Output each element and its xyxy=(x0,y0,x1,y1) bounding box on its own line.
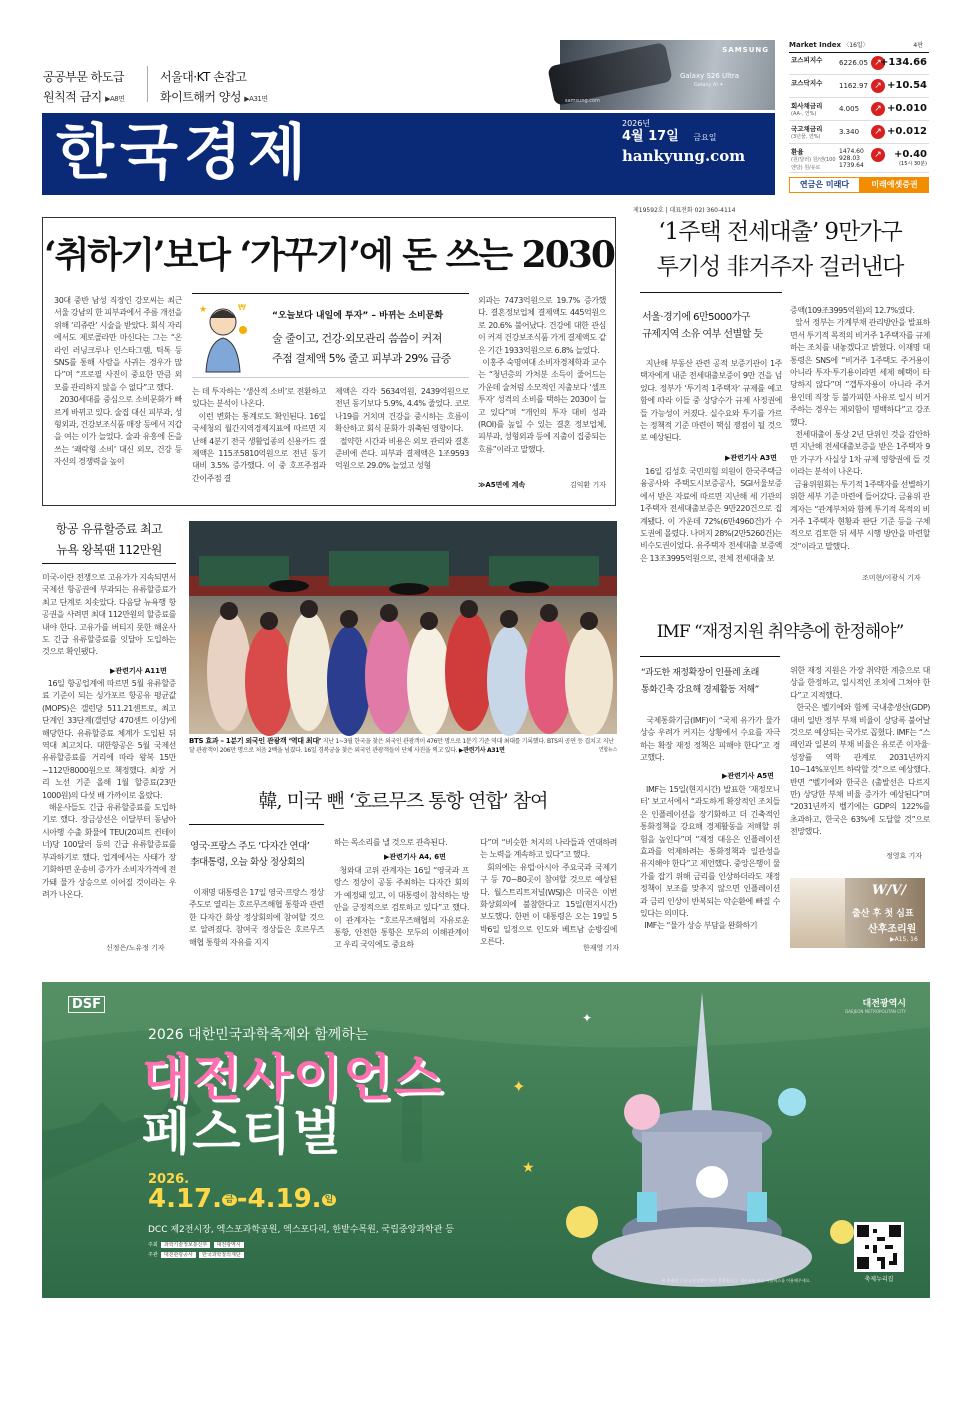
host-label: 주최 xyxy=(148,1242,158,1248)
host-org-2: 대전광역시 xyxy=(214,1242,244,1248)
lead-subhead-box xyxy=(192,293,469,378)
host-row xyxy=(148,1240,244,1250)
hormuz-sub-2: 李대통령, 오늘 화상 정상회의 xyxy=(190,857,305,868)
market-value: 1162.97 xyxy=(839,82,868,90)
right-col-1b: 16일 김성호 국민의힘 의원이 한국주택금융공사와 주택도시보증공사, SGI서울보증에서 받은 자료에 따르면 지난해 세 기관의 1주택자 전세대출보증은 9만220건으로 집계됐다. 이 가운데 72%(6만4960건)가 수도권에 몰렸다. 나머지 28%(2만5260건)는 비수도권이었다. 유주택자 전세대출 보증액은 13조3995억원으로, 전체 전세대출 보 xyxy=(640,467,785,563)
phone-image xyxy=(547,42,673,106)
organizer-row xyxy=(148,1250,244,1260)
banner-day-start: 금 xyxy=(222,1194,237,1206)
market-name: 코스피지수 xyxy=(791,56,823,64)
imf-col-1: 국제통화기금(IMF)이 “국제 유가가 물가 상승 우려가 커지는 상황에서 수요를 자극하는 확장 재정 정책은 피해야 한다”고 경고했다. xyxy=(640,716,783,763)
oil-rule xyxy=(42,563,176,564)
market-sub: (AA-, 연%) xyxy=(791,111,817,117)
market-change: +134.66 xyxy=(880,57,927,68)
lead-sub-1: 술 줄이고, 건강·외모관리 씀씀이 커져 xyxy=(272,332,442,345)
hormuz-headline[interactable]: 韓, 미국 뺀 ‘호르무즈 통항 연합’ 참여 xyxy=(258,790,548,812)
oil-body-2: 16일 항공업계에 따르면 5월 유류할증료 기준이 되는 싱가포르 항공유 평균값(MOPS)은 갤런당 511.21센트로, 최고 단계인 33단계(갤런당 470센트 이상)에 해당한다. 유류할증료 체계가 도입된 뒤 역대 최고치다. 대한항공은 5월 국제선 유류할증료를 거리에 따라 왕복 15만~112만8000원으로 책정했다. 최장 거리 노선 기준 올해 1월 할증료(23만1000원)의 다섯 배 가까이로 올랐다. 해운사들도 긴급 유류할증료를 도입하기로 했다. 장금상선은 이달부터 동남아시아행 수출 화물에 TEU(20피트 컨테이너)당 100달러 등의 긴급 유류할증료를 부과하기로 했다. 업계에서는 사태가 장기화하면 운송비 증가가 소비자가격에 전가돼 물가 상승으로 이어질 것이라는 우려가 나온다. xyxy=(42,679,176,899)
teaser-divider xyxy=(147,66,148,102)
imf-sub-2: 통화긴축 강요해 경제활동 저해” xyxy=(641,685,759,695)
crowd xyxy=(207,580,613,736)
banner-date-dash: - xyxy=(236,1184,248,1214)
market-value: 3.340 xyxy=(839,128,860,136)
market-title-row xyxy=(789,40,929,53)
svg-text:★: ★ xyxy=(199,305,208,315)
teaser-1-line-2 xyxy=(43,87,153,109)
banner-tagline: 2026 대한민국과학축제와 함께하는 xyxy=(148,1027,369,1043)
masthead-date: 4월 17일 xyxy=(622,129,679,144)
market-change-text: +0.40 xyxy=(893,149,927,160)
imf-byline: 정영효 기자 xyxy=(886,852,923,860)
dsf-logo: DSF xyxy=(68,996,105,1013)
science-festival-banner[interactable] xyxy=(42,982,930,1298)
right-byline: 조미현/이광식 기자 xyxy=(862,574,921,582)
oil-headline-2[interactable]: 뉴욕 왕복땐 112만원 xyxy=(56,543,162,557)
masthead-logo[interactable]: 한국경제 xyxy=(56,118,312,188)
oil-body: 미국-이란 전쟁으로 고유가가 지속되면서 국제선 항공권에 부과되는 유류할증료가 최고 단계로 치솟았다. 다음달 뉴욕행 항공권을 사려면 최대 112만원의 할증료를 내야 한다. 고유가를 버티지 못한 해운사도 긴급 유류할증료를 잇달아 도입하는 것으로 확인됐다. xyxy=(42,573,179,657)
oil-ref[interactable]: ▶관련기사 A11면 xyxy=(110,667,167,675)
lead-sub-2: 주점 결제액 5% 줄고 피부과 29% 급증 xyxy=(272,352,451,365)
banner-dates xyxy=(148,1182,336,1217)
mirae-ad-brand: 미래에셋증권 xyxy=(860,177,929,193)
mother-baby-image xyxy=(790,878,845,948)
banner-date-end: 4.19. xyxy=(247,1184,322,1214)
banner-title-1: 대전사이언스 xyxy=(142,1049,444,1107)
imf-headline[interactable]: IMF “재정지원 취약층에 한정해야” xyxy=(656,622,904,642)
banner-date-start: 4.17. xyxy=(148,1184,223,1214)
market-row-fx xyxy=(789,145,929,173)
daejeon-city xyxy=(845,996,906,1014)
right-headline-1[interactable]: ‘1주택 전세대출’ 9만가구 xyxy=(658,219,902,245)
market-name-text: 회사채금리 xyxy=(791,102,823,110)
hormuz-col-1: 이재명 대통령은 17일 영국·프랑스 정상 주도로 열리는 호르무즈해협 통항과 관련한 다자간 화상 정상회의에 참여할 것으로 알려졌다. 참여국 정상들은 호르무즈해협 통항의 자유를 지지 xyxy=(189,888,327,947)
teaser-1[interactable] xyxy=(43,67,153,109)
teaser-2-line-2-text: 화이트해커 양성 xyxy=(160,90,241,104)
market-date: 〈16일〉 xyxy=(843,42,869,49)
lead-ref[interactable]: ≫A5면에 계속 xyxy=(478,481,526,489)
bts-photo[interactable] xyxy=(189,521,617,734)
market-name xyxy=(791,102,831,118)
market-row-kosdaq xyxy=(789,76,929,98)
promo-logo: W/V/ xyxy=(872,883,907,898)
market-value: 4.005 xyxy=(839,105,860,113)
hormuz-rule xyxy=(189,824,324,825)
arrow-up-icon: ↗ xyxy=(871,79,885,93)
market-change: +0.012 xyxy=(886,126,927,137)
lead-col-4: 외과는 7473억원으로 19.7% 증가했다. 결혼정보업체 결제액도 445억원으로 20.6% 불어났다. 건강에 대한 관심이 커져 건강보조식품 가게 결제액도 같은 기간 1933억원으로 6.8% 늘었다. 이홍주 숙명여대 소비자경제학과 교수는 “청년층의 가처분 소득이 줄어드는 가운데 술처럼 소모적인 지출보다 ‘셀프 투자’ 성격의 소비를 택하는 2030이 늘고 있다”며 “개인의 투자 대비 성과(ROI)를 높일 수 있는 결혼 정보업체, 피부과, 성형외과 등에 지출이 집중되는 흐름”이라고 말했다. xyxy=(478,296,606,454)
masthead xyxy=(42,113,775,195)
market-sub: (3년물, 연%) xyxy=(791,134,821,140)
masthead-date-line xyxy=(622,129,772,146)
market-change: +10.54 xyxy=(886,80,927,91)
teaser-1-ref: ▶A8면 xyxy=(105,95,125,103)
samsung-ad[interactable] xyxy=(560,40,775,110)
lead-ref-row xyxy=(478,480,606,490)
market-change-time: (15시 30분) xyxy=(899,161,927,167)
banner-day-end: 일 xyxy=(322,1194,337,1206)
market-sub: (원/달러) 원/엔(100엔당) 원/유로 xyxy=(791,157,836,171)
masthead-site[interactable]: hankyung.com xyxy=(622,147,746,165)
daejeon-city-name: 대전광역시 xyxy=(862,999,906,1009)
hormuz-col-2b: 청와대 고위 관계자는 16일 “영국과 프랑스 정상이 공동 주최하는 다자간 회의가 예정돼 있고, 이 대통령이 참석하는 방안을 긍정적으로 검토하고 있다”고 했다. 이 관계자는 “호르무즈해협의 자유로운 통항, 안전한 통항은 모두의 이해관계이고 우리 국익에도 중요하 xyxy=(334,866,472,950)
market-row-corp-bond xyxy=(789,99,929,121)
right-col-1: 지난해 부동산 관련 공적 보증기관이 1주택자에게 내준 전세대출보증이 9만 건을 넘었다. 정부가 ‘투기적 1주택자’ 규제를 예고함에 따라 이들 중 상당수가 규제 사정권에 들 가능성이 커졌다. 실수요와 투기를 가르는 정책적 기준 마련이 핵심 쟁점이 될 것으로 예상된다. xyxy=(640,359,785,443)
issue-number: 제19592호 xyxy=(633,207,664,214)
host-org: 과학기술정보통신부 xyxy=(161,1242,210,1248)
man-illustration-icon xyxy=(196,300,251,372)
hormuz-ref[interactable]: ▶관련기사 A4, 6면 xyxy=(384,853,446,861)
promo-line-2: 산후조리원 xyxy=(868,924,917,935)
photo-caption-body: 지난 1~3월 한국을 찾은 외국인 관광객이 476만 명으로 1분기 기준 역대 최대를 기록했다. BTS의 공연 등 겹치고 지난달 관광객이 206만 명으로 처음 2백을 넘겼다. 16일 경복궁을 찾은 외국인 관광객들이 단체 사진을 찍고 있다. xyxy=(189,738,614,754)
postpartum-promo[interactable] xyxy=(790,878,925,948)
imf-col-1b: IMF는 15일(현지시간) 발표한 ‘재정모니터’ 보고서에서 “과도하게 확장적인 조치들은 인플레이션을 장기화하고 더 긴축적인 통화정책을 강요해 경제활동을 저해할 위험을 높인다”며 “재정 대응은 인플레이션 효과를 억제하려는 통화정책과 일관성을 유지해야 한다”고 제언했다. 중앙은행이 물가를 잡기 위해 금리를 인상하더라도 재정 정책이 보조를 맞추지 않으면 인플레이션과 금리 인상이 반복되는 악순환에 빠질 수 있다는 의미다. IMF는 “물가 상승 부담을 완화하기 xyxy=(640,785,780,931)
masthead-date-box xyxy=(622,119,772,189)
market-title: Market Index xyxy=(789,41,842,49)
market-page: 4판 xyxy=(913,42,923,49)
mirae-ad-slogan: 연금은 미래다 xyxy=(789,177,860,193)
right-sub-1: 서울·경기에 6만5000가구 xyxy=(642,312,750,323)
market-name xyxy=(791,125,831,141)
phone-number: 대표전화 02) 360-4114 xyxy=(669,207,736,214)
organizer-org-2: 한국과학창의재단 xyxy=(199,1252,244,1258)
banner-year: 2026. xyxy=(148,1172,190,1187)
teaser-2-line-1: 서울대·KT 손잡고 xyxy=(160,70,247,84)
imf-rule xyxy=(640,656,780,657)
arrow-up-icon: ↗ xyxy=(871,148,885,162)
promo-line-1: 출산 후 첫 심표 xyxy=(852,909,914,919)
arrow-up-icon: ↗ xyxy=(871,56,885,70)
daejeon-city-en: DAEJEON METROPOLITAN CITY xyxy=(845,1009,906,1014)
market-name xyxy=(791,148,837,172)
lead-sub-title: “오늘보다 내일에 투자” – 바뀌는 소비문화 xyxy=(272,311,444,321)
market-value: 6226.05 xyxy=(839,59,868,67)
right-rule xyxy=(640,292,782,293)
market-change xyxy=(894,149,927,167)
masthead-weekday: 금요일 xyxy=(693,133,717,142)
hormuz-col-2: 하는 목소리를 낼 것으로 관측된다. xyxy=(334,838,448,847)
right-col-2: 증액(109조3995억원)의 12.7%였다. 앞서 정부는 가계부채 관리방안을 발표하면서 투기적 목적의 비거주 1주택자를 규제하는 조치를 내놓겠다고 밝혔다. 이재명 대통령은 SNS에 “비거주 1주택도 주거용이 아니라 투자·투기용이라면 세제 혜택이 타당하지 않다”며 “갭투자용이 아니라 주거용인데 직장 등 불가피한 사유로 일시 비거주하는 경우는 제외함이 명백하다”고 강조했다. 전세대출이 통상 2년 단위인 것을 감안하면 지난해 전세대출보증을 받은 1주택자 9만 가구가 사실상 1차 규제 영향권에 들 것이라는 분석이 나온다. 금융위원회는 투기적 1주택자를 선별하기 위한 세부 기준 마련에 들어갔다. 금융위 관계자는 “관계부처와 함께 투기적 목적의 비거주 1주택자 현황과 판단 기준 등을 구체적으로 검토한 뒤 세부 시행 방안을 마련할 것”이라고 말했다. xyxy=(790,306,930,551)
market-value: 1474.60 928.03 1739.64 xyxy=(839,148,864,169)
lead-headline[interactable]: ‘취하기’보다 ‘가꾸기’에 돈 쓰는 2030 xyxy=(44,234,614,276)
imf-ref[interactable]: ▶관련기사 A5면 xyxy=(722,772,774,780)
lead-col-1: 30대 중반 남성 직장인 강모씨는 최근 서울 강남의 한 피부과에서 주름 개선을 위해 ‘리쥬란’ 시술을 받았다. 회식 자리에서도 제로콜라만 마신다는 그는 “온라인 러닝크루나 인스타그램, 틱톡 등 SNS를 통해 사람을 사귀는 경우가 많다”며 “프로필 사진이 중요한 만큼 외모를 관리하지 않을 수 없다”고 했다. 2030세대를 중심으로 소비문화가 빠르게 바뀌고 있다. 술집 대신 피부과, 성형외과, 건강보조식품 매장 등에서 지갑을 여는 이가 늘었다. 술과 유흥에 돈을 쓰는 ‘쾌락형 소비’ 대신 외모, 건강 등 자신의 경쟁력을 높이 xyxy=(54,296,182,467)
lead-col-2: 는 데 투자하는 ‘생산적 소비’로 전환하고 있다는 분석이 나온다. 이런 변화는 통계로도 확인된다. 16일 국세청의 월간지역경제지표에 따르면 지난해 4분기 전국 생활업종의 신용카드 결제액은 115조5810억원으로 전년 동기 대비 3.5% 증가했다. 이 중 호프주점과 간이주점 결 xyxy=(192,387,326,483)
qr-code-icon xyxy=(857,1225,901,1269)
oil-headline-1[interactable]: 항공 유류할증료 최고 xyxy=(55,522,163,536)
qr-label: 축제누리집 xyxy=(864,1276,894,1283)
right-headline-2[interactable]: 투기성 非거주자 걸러낸다 xyxy=(656,254,904,280)
imf-sub-1: “과도한 재정확장이 인플레 초래 xyxy=(641,668,759,678)
ad-model: Galaxy S26 Ultra xyxy=(680,72,740,80)
promo-ref: ▶A15, 16 xyxy=(890,936,918,943)
photo-caption-title: BTS 효과 – 1분기 외국인 관광객 ‘역대 최대’ xyxy=(189,737,322,745)
market-name: 코스닥지수 xyxy=(791,79,823,87)
organizer-label: 주관 xyxy=(148,1252,158,1258)
banner-sponsors xyxy=(148,1240,244,1260)
teaser-2-line-2 xyxy=(160,87,290,109)
teaser-2-ref: ▶A31면 xyxy=(244,95,268,103)
samsung-logo: SAMSUNG xyxy=(722,46,769,54)
imf-col-2: 위한 재정 지원은 가장 취약한 계층으로 대상을 한정하고, 일시적인 조치에 그쳐야 한다”고 지적했다. 한국은 벨기에와 함께 국내총생산(GDP) 대비 일반 정부 부채 비율이 상당폭 불어날 것으로 예상되는 국가로 꼽혔다. IMF는 “스페인과 일본의 부채 비율은 유로존 이자율·성장률 역학 관계로 2031년까지 10~14%포인트 하락할 것”으로 예상했다. 반면 “벨기에와 한국은 (출발선은 다르지만) 상당한 부채 비율 증가가 예상된다”며 “2031년까지 벨기에는 GDP의 122%를 초과하고, 한국은 63%에 도달할 것”으로 전망했다. xyxy=(790,666,930,837)
organizer-org: 대전관광공사 xyxy=(161,1252,196,1258)
teaser-2[interactable] xyxy=(160,67,290,109)
lead-byline: 김익환 기자 xyxy=(569,481,606,489)
arrow-up-icon: ↗ xyxy=(871,125,885,139)
banner-note: ※ 축제장 근처 교통상황이 매우 혼잡합니다. 대중교통 또는 셔틀버스를 이용해주세요. xyxy=(662,1278,811,1283)
illustration-man xyxy=(196,300,251,372)
ad-ai: Galaxy AI ✦ xyxy=(694,82,724,88)
photo-caption xyxy=(189,737,617,755)
market-change: +0.010 xyxy=(886,103,927,114)
svg-text:₩: ₩ xyxy=(238,303,246,312)
svg-text:★: ★ xyxy=(522,1160,535,1176)
svg-text:✦: ✦ xyxy=(582,1011,593,1025)
ad-url: samsung.com xyxy=(565,98,600,104)
arrow-up-icon: ↗ xyxy=(871,102,885,116)
mirae-ad[interactable] xyxy=(789,177,929,193)
oil-byline: 신정은/노유정 기자 xyxy=(106,944,165,952)
qr-code[interactable] xyxy=(854,1222,904,1272)
banner-title-2: 페스티벌 xyxy=(142,1103,344,1161)
photo-credit: 연합뉴스 xyxy=(598,747,617,753)
lead-col-3: 제액은 각각 5634억원, 2439억원으로 전년 동기보다 5.9%, 4.4% 줄었다. 코로나19를 거치며 건강을 중시하는 흐름이 확산하고 회식 문화가 위축된 영향이다. 절약한 시간과 비용은 외모 관리와 결혼 준비에 쓴다. 피부과 결제액은 1조9593억원으로 29.0% 늘었고 성형 xyxy=(335,387,469,471)
photo-caption-ref[interactable]: ▶관련기사 A31면 xyxy=(458,747,505,754)
tourists-photo-icon xyxy=(189,521,617,734)
right-sub-2: 규제지역 소유 여부 선별할 듯 xyxy=(642,329,763,340)
masthead-issue: 제19592호 | 대표전화 02) 360-4114 xyxy=(633,207,736,214)
masthead-year: 2026년 xyxy=(622,119,651,128)
market-row-kospi xyxy=(789,53,929,75)
banner-venue: DCC 제2전시장, 엑스포과학공원, 엑스포다리, 한밭수목원, 국립중앙과학관 등 xyxy=(148,1225,454,1235)
hormuz-byline: 한재영 기자 xyxy=(583,944,620,952)
market-name-text: 국고채금리 xyxy=(791,125,823,133)
hormuz-sub-1: 영국·프랑스 주도 ‘다자간 연대’ xyxy=(190,841,310,852)
market-row-treasury xyxy=(789,122,929,144)
right-ref-1[interactable]: ▶관련기사 A3면 xyxy=(725,454,777,462)
teaser-1-line-2-text: 원칙적 금지 xyxy=(43,90,102,104)
market-index xyxy=(789,40,929,195)
market-name-text: 환율 xyxy=(791,148,804,156)
teaser-1-line-1: 공공부문 하도급 xyxy=(43,70,124,84)
svg-text:✦: ✦ xyxy=(512,1077,526,1096)
hormuz-col-3: 다”며 “비슷한 처지의 나라들과 연대하려는 노력을 계속하고 있다”고 했다. 회의에는 유럽·아시아 주요국과 국제기구 등 70~80곳이 참여할 것으로 예상된다. 월스트리트저널(WSJ)은 미국은 이번 화상회의에 불참한다고 15일(현지시간) 보도했다. 한편 이 대통령은 오는 19일 5박6일 일정으로 인도와 베트남 순방길에 오른다. xyxy=(480,838,617,947)
